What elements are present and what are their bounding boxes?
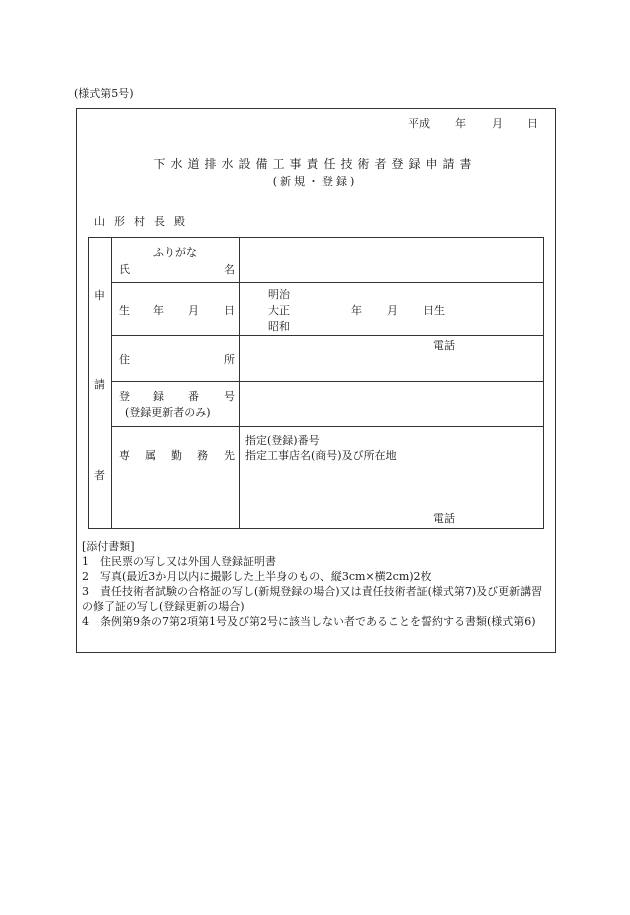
- date-era: 平成: [408, 117, 430, 130]
- registration-label-char: 号: [224, 390, 235, 403]
- address-phone-label: 電話: [433, 339, 455, 352]
- registration-label-char: 登: [119, 390, 130, 403]
- applicant-label-char: 請: [94, 378, 105, 391]
- name-field[interactable]: [240, 238, 543, 282]
- workplace-label-char: 専: [119, 449, 130, 462]
- workplace-label-char: 属: [145, 449, 156, 462]
- designation-number-label: 指定(登録)番号: [245, 434, 320, 447]
- form-subtitle: (新規・登録): [272, 175, 358, 188]
- workplace-label-char: 勤: [171, 449, 182, 462]
- registration-note: (登録更新者のみ): [125, 406, 211, 419]
- birth-label-char: 月: [188, 304, 199, 317]
- birth-label-char: 生: [119, 304, 130, 317]
- address-label-a: 住: [119, 353, 130, 366]
- registration-label-char: 番: [188, 390, 199, 403]
- form-title: 下水道排水設備工事責任技術者登録申請書: [153, 157, 477, 171]
- contractor-name-label: 指定工事店名(商号)及び所在地: [245, 449, 397, 462]
- date-day: 日: [527, 117, 538, 130]
- workplace-phone-label: 電話: [433, 512, 455, 525]
- registration-label-char: 録: [153, 390, 164, 403]
- workplace-field[interactable]: [240, 427, 543, 528]
- attachment-item: 2 写真(最近3か月以内に撮影した上半身のもの、縦3cm×横2cm)2枚: [82, 570, 432, 583]
- era-showa: 昭和: [268, 320, 290, 333]
- attachment-item: 4 条例第9条の7第2項第1号及び第2号に該当しない者であることを誓約する書類(様式第6): [82, 615, 536, 628]
- era-taisho: 大正: [268, 304, 290, 317]
- address-field[interactable]: [240, 336, 543, 381]
- birthdate-field[interactable]: [240, 283, 543, 335]
- birth-day-label: 日生: [423, 304, 445, 317]
- attachment-item: 3 責任技術者試験の合格証の写し(新規登録の場合)又は責任技術者証(様式第7)及び更新講習の修了証の写し(登録更新の場合): [82, 585, 543, 613]
- era-meiji: 明治: [268, 288, 290, 301]
- birth-label-char: 年: [153, 304, 164, 317]
- addressee: 山形村長殿: [94, 215, 194, 228]
- applicant-label-char: 者: [94, 469, 105, 482]
- birth-year-label: 年: [351, 304, 362, 317]
- form-number-label: (様式第5号): [74, 87, 134, 100]
- furigana-label: ふりがな: [153, 246, 197, 259]
- birth-label-char: 日: [224, 304, 235, 317]
- attachments-section: [82, 539, 552, 629]
- attachment-item: 1 住民票の写し又は外国人登録証明書: [82, 555, 276, 568]
- applicant-table: [88, 237, 544, 529]
- applicant-label-char: 申: [94, 289, 105, 302]
- registration-number-field[interactable]: [240, 382, 543, 426]
- workplace-label-char: 先: [224, 449, 235, 462]
- workplace-label-char: 務: [197, 449, 208, 462]
- birth-month-label: 月: [387, 304, 398, 317]
- attachments-heading: [添付書類]: [82, 540, 135, 553]
- date-month: 月: [492, 117, 503, 130]
- name-label-b: 名: [224, 263, 235, 276]
- address-label-b: 所: [224, 353, 235, 366]
- name-label-a: 氏: [119, 263, 130, 276]
- date-year: 年: [455, 117, 466, 130]
